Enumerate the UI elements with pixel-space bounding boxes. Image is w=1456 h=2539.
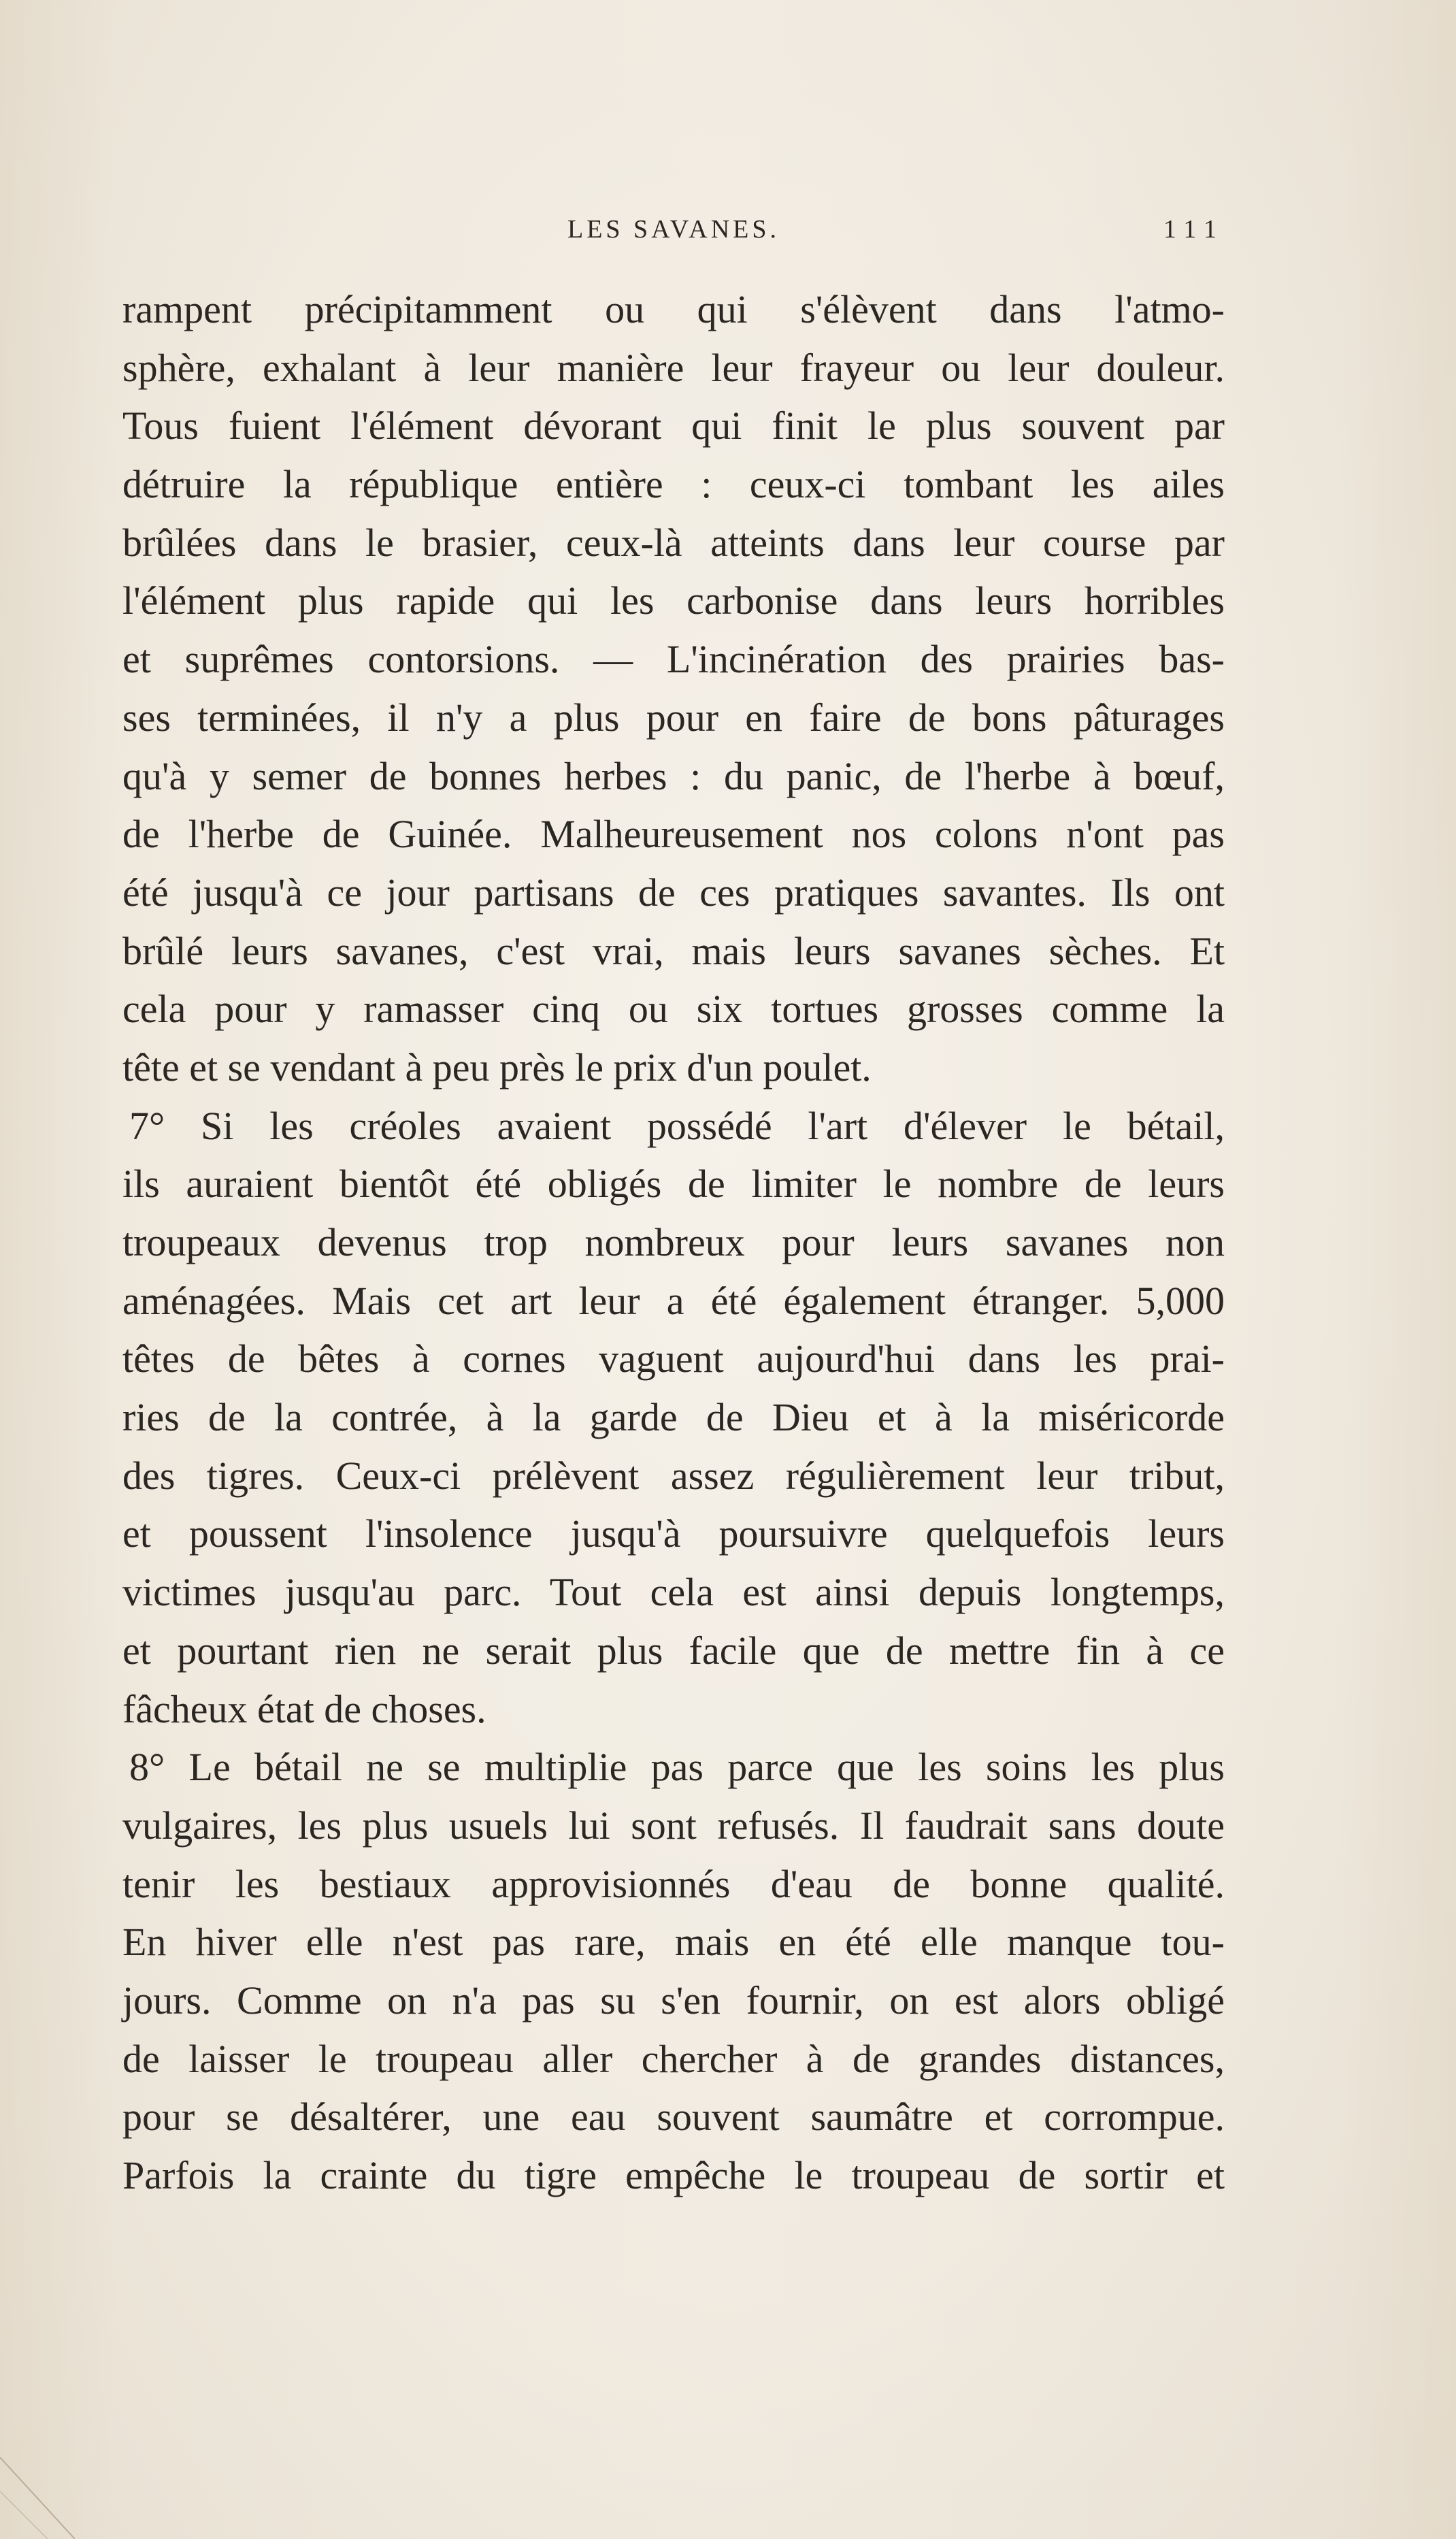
text-line: brûlé leurs savanes, c'est vrai, mais leurs savanes sèches. Et — [122, 928, 1225, 973]
text-line: victimes jusqu'au parc. Tout cela est ainsi depuis longtemps, — [122, 1570, 1225, 1615]
page-header — [122, 214, 1225, 255]
text-line: vulgaires, les plus usuels lui sont refusés. Il faudrait sans doute — [122, 1803, 1225, 1848]
text-line: et pourtant rien ne serait plus facile que de mettre fin à ce — [122, 1628, 1225, 1673]
text-line: ses terminées, il n'y a plus pour en faire de bons pâturages — [122, 695, 1225, 740]
page-fold-mark — [0, 2417, 88, 2539]
text-line: tête et se vendant à peu près le prix d'un poulet. — [122, 1045, 872, 1090]
text-line: 8° Le bétail ne se multiplie pas parce que les soins les plus — [129, 1745, 1225, 1790]
text-line: Parfois la crainte du tigre empêche le troupeau de sortir et — [122, 2153, 1225, 2197]
text-line: de laisser le troupeau aller chercher à de grandes distances, — [122, 2036, 1225, 2081]
page-number: 111 — [1163, 215, 1225, 244]
text-line: ils auraient bientôt été obligés de limiter le nombre de leurs — [122, 1162, 1225, 1207]
text-line: cela pour y ramasser cinq ou six tortues grosses comme la — [122, 987, 1225, 1032]
text-line: Tous fuient l'élément dévorant qui finit le plus souvent par — [122, 404, 1225, 448]
text-line: des tigres. Ceux-ci prélèvent assez régulièrement leur tribut, — [122, 1453, 1225, 1498]
text-line: rampent précipitamment ou qui s'élèvent dans l'atmo- — [122, 287, 1225, 331]
text-line: pour se désaltérer, une eau souvent saumâtre et corrompue. — [122, 2095, 1225, 2140]
text-line: aménagées. Mais cet art leur a été également étranger. 5,000 — [122, 1278, 1225, 1323]
text-line: et poussent l'insolence jusqu'à poursuivre quelquefois leurs — [122, 1511, 1225, 1556]
text-line: brûlées dans le brasier, ceux-là atteints dans leur course par — [122, 520, 1225, 565]
text-line: détruire la république entière : ceux-ci tombant les ailes — [122, 462, 1225, 507]
text-line: sphère, exhalant à leur manière leur frayeur ou leur douleur. — [122, 345, 1225, 390]
text-line: qu'à y semer de bonnes herbes : du panic, de l'herbe à bœuf, — [122, 753, 1225, 798]
text-line: été jusqu'à ce jour partisans de ces pratiques savantes. Ils ont — [122, 870, 1225, 915]
text-line: 7° Si les créoles avaient possédé l'art d'élever le bétail, — [129, 1103, 1225, 1148]
text-line: têtes de bêtes à cornes vaguent aujourd'hui dans les prai- — [122, 1337, 1225, 1381]
text-line: ries de la contrée, à la garde de Dieu et à la miséricorde — [122, 1395, 1225, 1440]
text-line: tenir les bestiaux approvisionnés d'eau de bonne qualité. — [122, 1861, 1225, 1906]
text-line: et suprêmes contorsions. — L'incinération des prairies bas- — [122, 637, 1225, 682]
text-line: En hiver elle n'est pas rare, mais en été elle manque tou- — [122, 1920, 1225, 1965]
text-line: fâcheux état de choses. — [122, 1686, 486, 1731]
running-title: LES SAVANES. — [567, 215, 780, 244]
text-line: troupeaux devenus trop nombreux pour leurs savanes non — [122, 1220, 1225, 1264]
text-line: l'élément plus rapide qui les carbonise dans leurs horribles — [122, 578, 1225, 623]
body-text — [122, 280, 1225, 2205]
text-line: de l'herbe de Guinée. Malheureusement nos colons n'ont pas — [122, 812, 1225, 857]
text-line: jours. Comme on n'a pas su s'en fournir, on est alors obligé — [122, 1978, 1225, 2022]
